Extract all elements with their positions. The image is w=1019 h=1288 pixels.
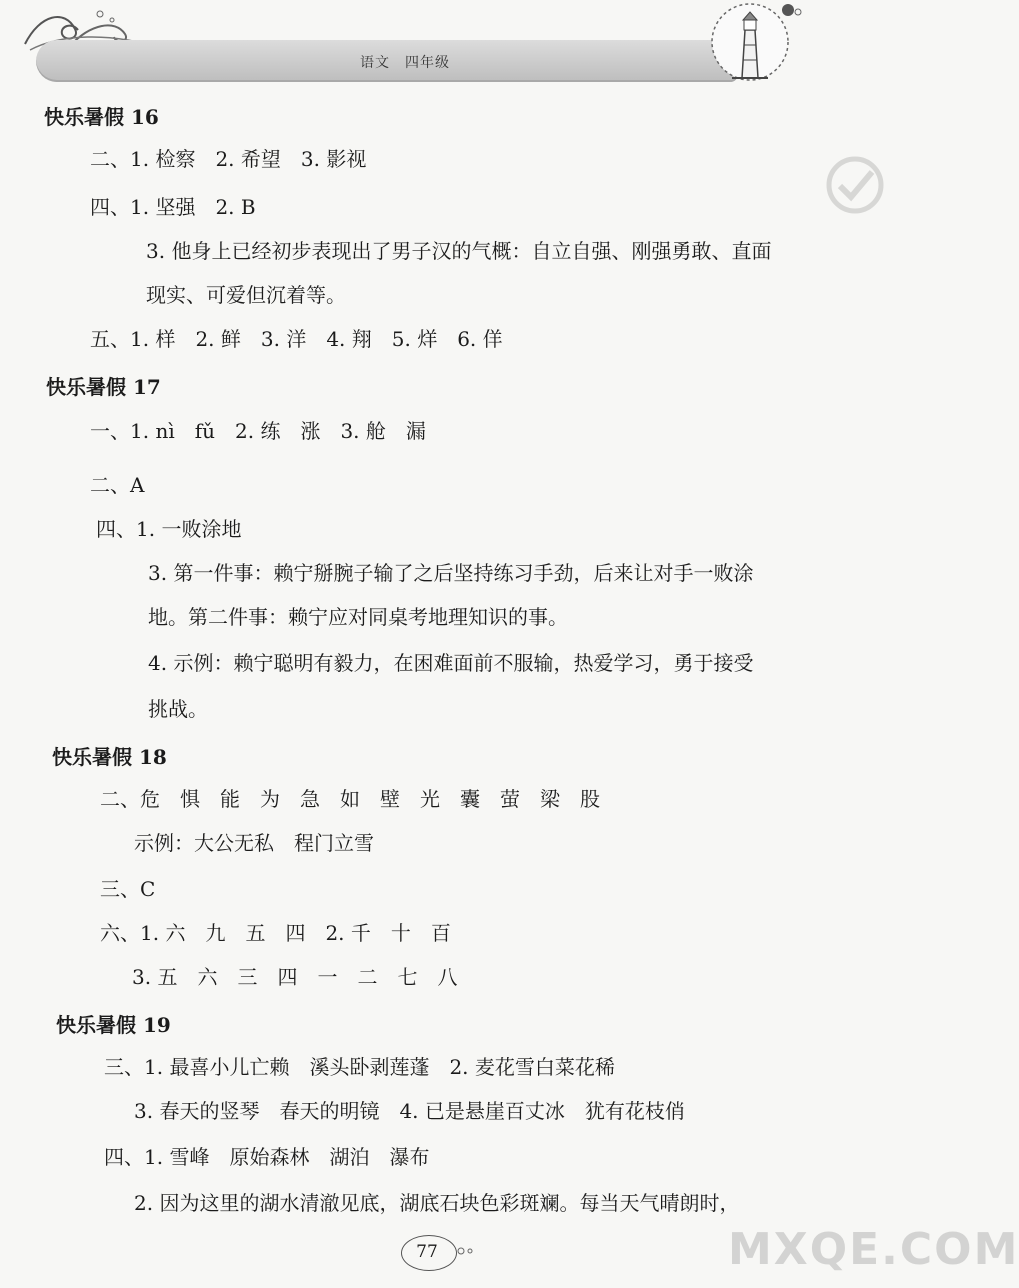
- answer-line: 一、1. nì fǔ 2. 练 涨 3. 舱 漏: [90, 419, 426, 443]
- answer-line: 2. 因为这里的湖水清澈见底，湖底石块色彩斑斓。每当天气晴朗时，: [134, 1191, 740, 1215]
- answer-line: 现实、可爱但沉着等。: [146, 283, 346, 307]
- section-title-16: 快乐暑假 16: [44, 105, 159, 129]
- answer-line: 四、1. 雪峰 原始森林 湖泊 瀑布: [104, 1145, 430, 1169]
- answer-line: 地。第二件事：赖宁应对同桌考地理知识的事。: [148, 605, 568, 629]
- answer-line: 二、1. 检察 2. 希望 3. 影视: [90, 147, 367, 171]
- answer-line: 3. 五 六 三 四 一 二 七 八: [132, 965, 458, 989]
- check-watermark-icon: [820, 150, 890, 220]
- watermark-text: MXQE.COM: [728, 1224, 1019, 1275]
- subject-grade-label: 语文 四年级: [360, 55, 450, 71]
- answer-line: 四、1. 坚强 2. B: [90, 195, 256, 219]
- answer-line: 3. 第一件事：赖宁掰腕子输了之后坚持练习手劲，后来让对手一败涂: [148, 561, 754, 585]
- answer-line: 五、1. 样 2. 鲜 3. 洋 4. 翔 5. 烊 6. 佯: [90, 327, 503, 351]
- section-title-17: 快乐暑假 17: [46, 375, 161, 399]
- answer-line: 3. 他身上已经初步表现出了男子汉的气概：自立自强、刚强勇敢、直面: [146, 239, 772, 263]
- answer-line: 三、C: [100, 877, 156, 901]
- answer-line: 3. 春天的竖琴 春天的明镜 4. 已是悬崖百丈冰 犹有花枝俏: [134, 1099, 685, 1123]
- answer-line: 二、A: [90, 473, 145, 497]
- section-title-18: 快乐暑假 18: [52, 745, 167, 769]
- answer-line: 二、危 惧 能 为 急 如 壁 光 囊 萤 梁 股: [100, 787, 600, 811]
- section-title-19: 快乐暑假 19: [56, 1013, 171, 1037]
- answer-line: 4. 示例：赖宁聪明有毅力，在困难面前不服输，热爱学习，勇于接受: [148, 651, 754, 675]
- answer-line: 挑战。: [148, 697, 208, 721]
- lighthouse-icon: [708, 0, 808, 92]
- answer-line: 四、1. 一败涂地: [96, 517, 242, 541]
- page-header: [0, 0, 900, 100]
- page-number: 77: [416, 1242, 438, 1262]
- answer-line: 示例：大公无私 程门立雪: [134, 831, 374, 855]
- dots-ornament-icon: [456, 1243, 486, 1259]
- answer-line: 三、1. 最喜小儿亡赖 溪头卧剥莲蓬 2. 麦花雪白菜花稀: [104, 1055, 615, 1079]
- answer-line: 六、1. 六 九 五 四 2. 千 十 百: [100, 921, 451, 945]
